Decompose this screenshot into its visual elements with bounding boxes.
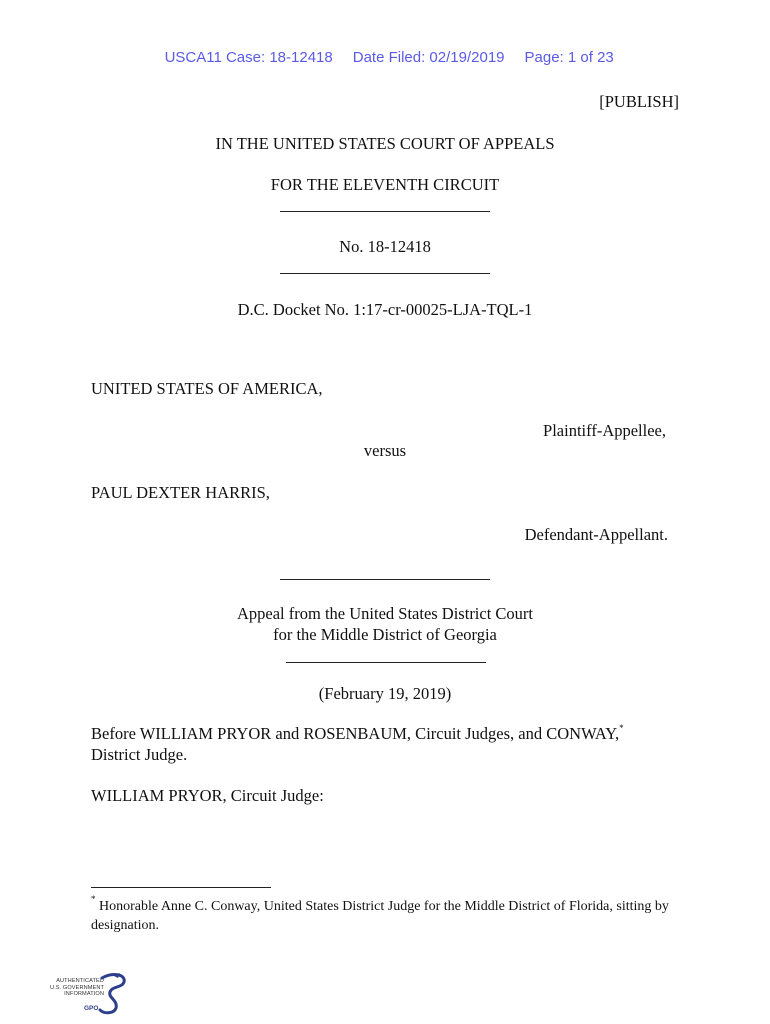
gpo-authentication-seal [44, 972, 134, 1018]
case-number: No. 18-12418 [339, 237, 431, 256]
appeal-from-line: Appeal from the United States District Court [236, 604, 534, 623]
seal-line: AUTHENTICATED [56, 978, 104, 984]
court-name: IN THE UNITED STATES COURT OF APPEALS [215, 134, 555, 153]
footnote-marker: * [619, 722, 624, 733]
seal-mark: GPO [84, 1005, 99, 1012]
defendant-name: PAUL DEXTER HARRIS, [91, 483, 270, 502]
publish-tag: [PUBLISH] [599, 92, 679, 111]
versus-label: versus [363, 441, 407, 460]
seal-line: INFORMATION [64, 991, 104, 997]
filing-header [0, 32, 770, 66]
eagle-icon [96, 972, 128, 1016]
footnote-text: Honorable Anne C. Conway, United States District Judge for the Middle District of Florida, sitting by designation. [91, 899, 669, 933]
separator-rule [280, 211, 490, 212]
appeal-district-line: for the Middle District of Georgia [273, 625, 497, 644]
header-page-count: Page: 1 of 23 [524, 49, 614, 66]
seal-text [44, 978, 104, 998]
separator-rule [286, 662, 486, 663]
circuit-name: FOR THE ELEVENTH CIRCUIT [270, 175, 500, 194]
footnote-rule [91, 887, 271, 888]
defendant-role: Defendant-Appellant. [524, 525, 668, 544]
footnote [91, 894, 681, 935]
separator-rule [280, 273, 490, 274]
panel-line-2: District Judge. [91, 745, 188, 764]
opinion-author: WILLIAM PRYOR, Circuit Judge: [91, 786, 324, 805]
panel-line [91, 724, 624, 744]
docket-number: D.C. Docket No. 1:17-cr-00025-LJA-TQL-1 [237, 300, 533, 319]
seal-line: U.S. GOVERNMENT [49, 984, 104, 991]
plaintiff-name: UNITED STATES OF AMERICA, [91, 379, 323, 398]
header-date-filed: Date Filed: 02/19/2019 [352, 49, 505, 66]
separator-rule [280, 579, 490, 580]
decision-date: (February 19, 2019) [318, 684, 452, 703]
plaintiff-role: Plaintiff-Appellee, [543, 421, 666, 440]
footnote-marker: * [91, 894, 96, 905]
panel-judges: Before WILLIAM PRYOR and ROSENBAUM, Circuit Judges, and CONWAY, [91, 724, 620, 743]
header-case-number: USCA11 Case: 18-12418 [164, 49, 333, 66]
